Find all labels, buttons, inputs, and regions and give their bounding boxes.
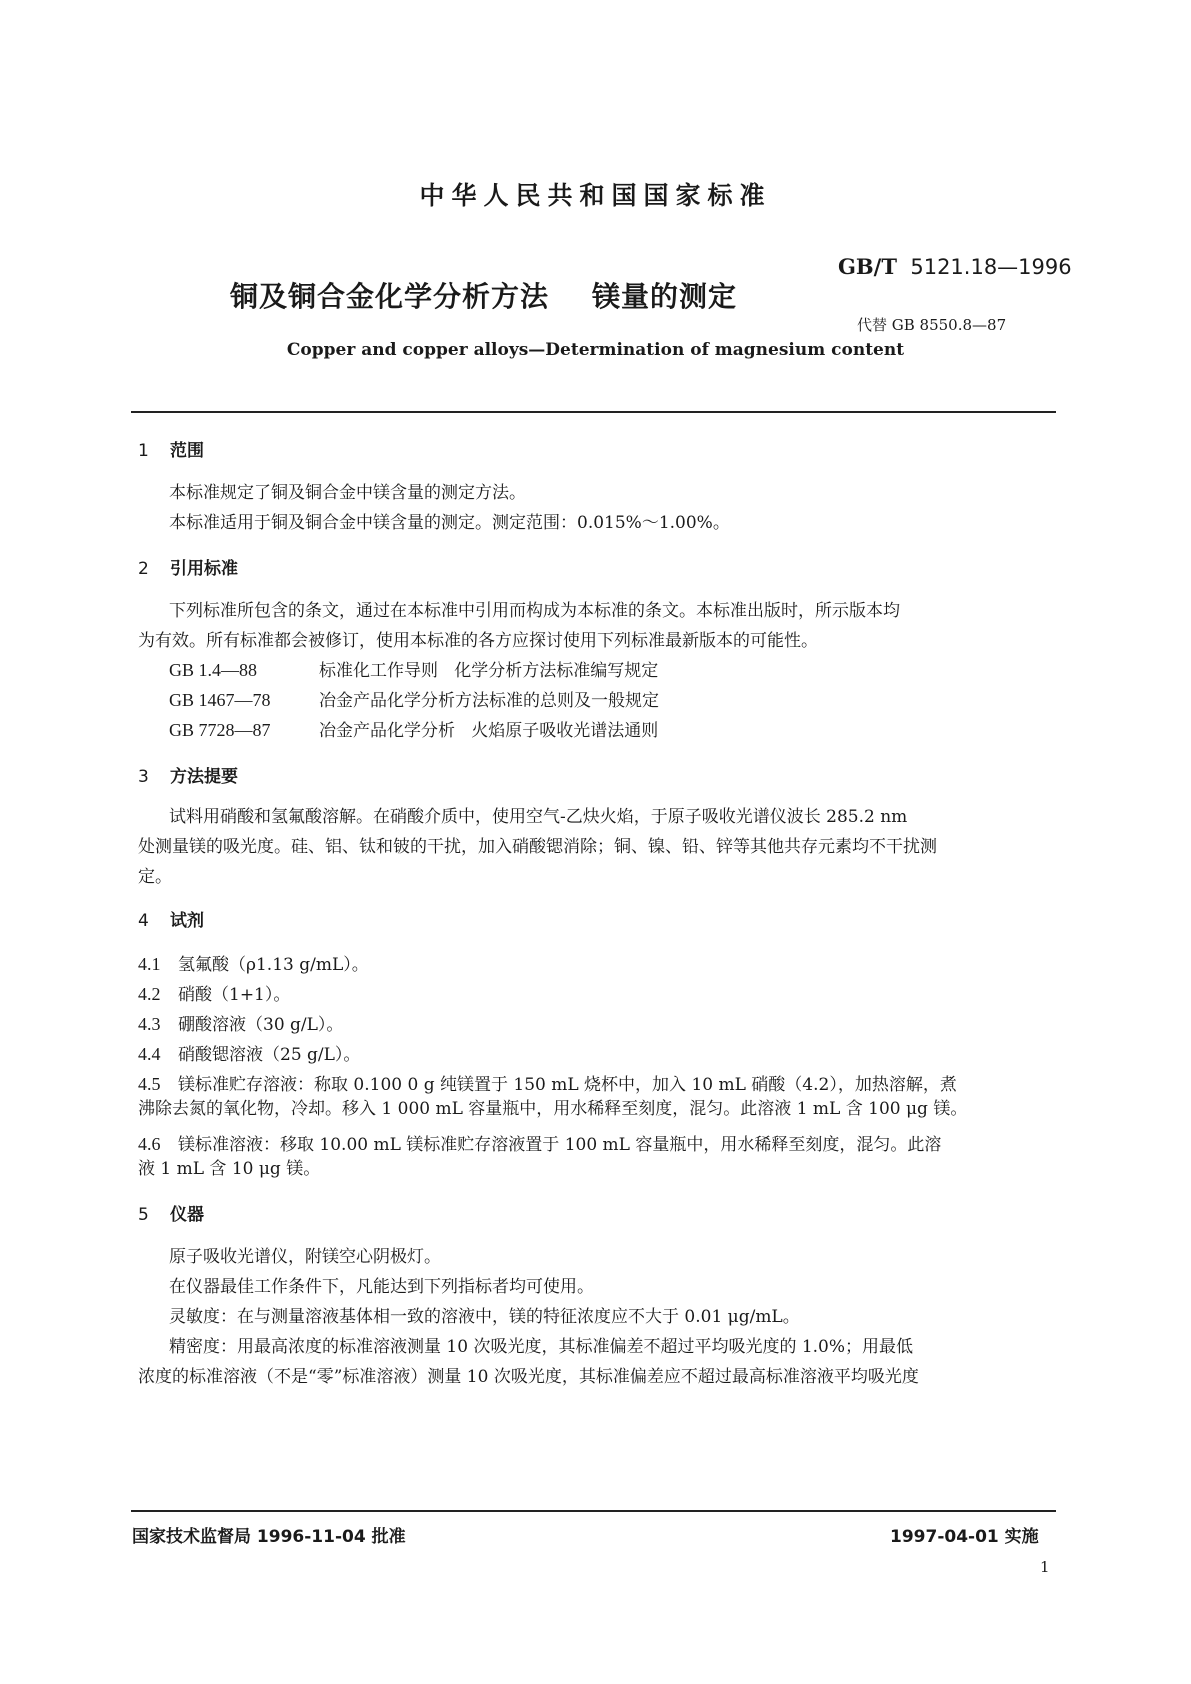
reagent-number: 4.4 bbox=[138, 1044, 161, 1064]
page-number: 1 bbox=[1040, 1558, 1050, 1576]
section-1-para-1: 本标准规定了铜及铜合金中镁含量的测定方法。 bbox=[169, 483, 526, 503]
reference-title: 冶金产品化学分析 火焰原子吸收光谱法通则 bbox=[319, 721, 659, 741]
reagent-text: 硝酸锶溶液（25 g/L）。 bbox=[178, 1045, 361, 1065]
reagent-number: 4.3 bbox=[138, 1014, 161, 1034]
section-5-para-3: 灵敏度：在与测量溶液基体相一致的溶液中，镁的特征浓度应不大于 0.01 μg/mL。 bbox=[169, 1307, 800, 1327]
reference-item bbox=[169, 686, 659, 711]
section-1-number: 1 bbox=[138, 441, 149, 461]
section-5-para-4-line-1: 精密度：用最高浓度的标准溶液测量 10 次吸光度，其标准偏差不超过平均吸光度的 1.0%；用最低 bbox=[169, 1337, 914, 1357]
reagent-4-5-line-2: 沸除去氮的氧化物，冷却。移入 1 000 mL 容量瓶中，用水稀释至刻度，混匀。此溶液 1 mL 含 100 μg 镁。 bbox=[138, 1099, 968, 1119]
section-2-para-line-1: 下列标准所包含的条文，通过在本标准中引用而构成为本标准的条文。本标准出版时，所示版本均 bbox=[169, 601, 900, 621]
section-3-line-1: 试料用硝酸和氢氟酸溶解。在硝酸介质中，使用空气-乙炔火焰，于原子吸收光谱仪波长 285.2 nm bbox=[169, 807, 908, 827]
standard-number-value: 5121.18—1996 bbox=[910, 255, 1072, 279]
reference-code: GB 1.4—88 bbox=[169, 660, 258, 680]
section-4-number: 4 bbox=[138, 911, 149, 931]
footer-divider bbox=[131, 1510, 1056, 1512]
section-5-title: 仪器 bbox=[170, 1205, 204, 1225]
section-5-para-4-line-2: 浓度的标准溶液（不是“零”标准溶液）测量 10 次吸光度，其标准偏差应不超过最高标准溶液平均吸光度 bbox=[138, 1367, 919, 1387]
reagent-number: 4.6 bbox=[138, 1134, 161, 1154]
reagent-number: 4.2 bbox=[138, 984, 161, 1004]
document-title-cn: 铜及铜合金化学分析方法 镁量的测定 bbox=[230, 280, 737, 313]
section-3-number: 3 bbox=[138, 767, 149, 787]
section-5-para-1: 原子吸收光谱仪，附镁空心阴极灯。 bbox=[169, 1247, 441, 1267]
section-1-title: 范围 bbox=[170, 441, 204, 461]
reagent-item-4-5 bbox=[138, 1070, 957, 1095]
section-3-title: 方法提要 bbox=[170, 767, 238, 787]
reagent-4-6-line-2: 液 1 mL 含 10 μg 镁。 bbox=[138, 1159, 321, 1179]
standard-prefix: GB/T bbox=[838, 254, 897, 279]
replaces-note: 代替 GB 8550.8—87 bbox=[857, 316, 1007, 334]
reagent-text: 硝酸（1+1）。 bbox=[178, 985, 291, 1005]
approval-date: 国家技术监督局 1996-11-04 批准 bbox=[132, 1527, 406, 1547]
reference-item bbox=[169, 716, 658, 741]
section-3-line-3: 定。 bbox=[138, 867, 172, 887]
reference-code: GB 7728—87 bbox=[169, 720, 271, 740]
effective-date: 1997-04-01 实施 bbox=[890, 1527, 1039, 1547]
header-divider bbox=[131, 411, 1056, 413]
reagent-number: 4.5 bbox=[138, 1074, 161, 1094]
reference-item bbox=[169, 656, 658, 681]
reagent-item-4-6 bbox=[138, 1130, 941, 1155]
standard-number bbox=[838, 254, 1072, 279]
section-3-heading bbox=[138, 762, 238, 787]
reagent-item bbox=[138, 980, 290, 1005]
section-2-para-line-2: 为有效。所有标准都会被修订，使用本标准的各方应探讨使用下列标准最新版本的可能性。 bbox=[138, 631, 818, 651]
reagent-text: 镁标准贮存溶液：称取 0.100 0 g 纯镁置于 150 mL 烧杯中，加入 10 mL 硝酸（4.2），加热溶解，煮 bbox=[178, 1075, 957, 1095]
section-5-heading bbox=[138, 1200, 204, 1225]
section-5-para-2: 在仪器最佳工作条件下，凡能达到下列指标者均可使用。 bbox=[169, 1277, 594, 1297]
reagent-text: 硼酸溶液（30 g/L）。 bbox=[178, 1015, 344, 1035]
section-2-number: 2 bbox=[138, 559, 149, 579]
section-2-title: 引用标准 bbox=[170, 559, 238, 579]
reagent-number: 4.1 bbox=[138, 954, 161, 974]
section-2-heading bbox=[138, 554, 238, 579]
reference-title: 冶金产品化学分析方法标准的总则及一般规定 bbox=[319, 691, 659, 711]
section-5-number: 5 bbox=[138, 1205, 149, 1225]
reagent-item bbox=[138, 1040, 360, 1065]
section-3-line-2: 处测量镁的吸光度。硅、铝、钛和铍的干扰，加入硝酸锶消除；铜、镍、铅、锌等其他共存元素均不干扰测 bbox=[138, 837, 937, 857]
section-1-heading bbox=[138, 436, 204, 461]
section-4-heading bbox=[138, 906, 204, 931]
reagent-text: 镁标准溶液：移取 10.00 mL 镁标准贮存溶液置于 100 mL 容量瓶中，用水稀释至刻度，混匀。此溶 bbox=[178, 1135, 942, 1155]
reference-code: GB 1467—78 bbox=[169, 690, 271, 710]
reference-title: 标准化工作导则 化学分析方法标准编写规定 bbox=[319, 661, 659, 681]
section-1-para-2: 本标准适用于铜及铜合金中镁含量的测定。测定范围：0.015%～1.00%。 bbox=[169, 513, 730, 533]
national-standard-heading: 中华人民共和国国家标准 bbox=[419, 181, 772, 210]
reagent-text: 氢氟酸（ρ1.13 g/mL）。 bbox=[178, 955, 369, 975]
section-4-title: 试剂 bbox=[170, 911, 204, 931]
reagent-item bbox=[138, 950, 369, 975]
document-title-en: Copper and copper alloys—Determination of magnesium content bbox=[286, 340, 905, 360]
reagent-item bbox=[138, 1010, 343, 1035]
